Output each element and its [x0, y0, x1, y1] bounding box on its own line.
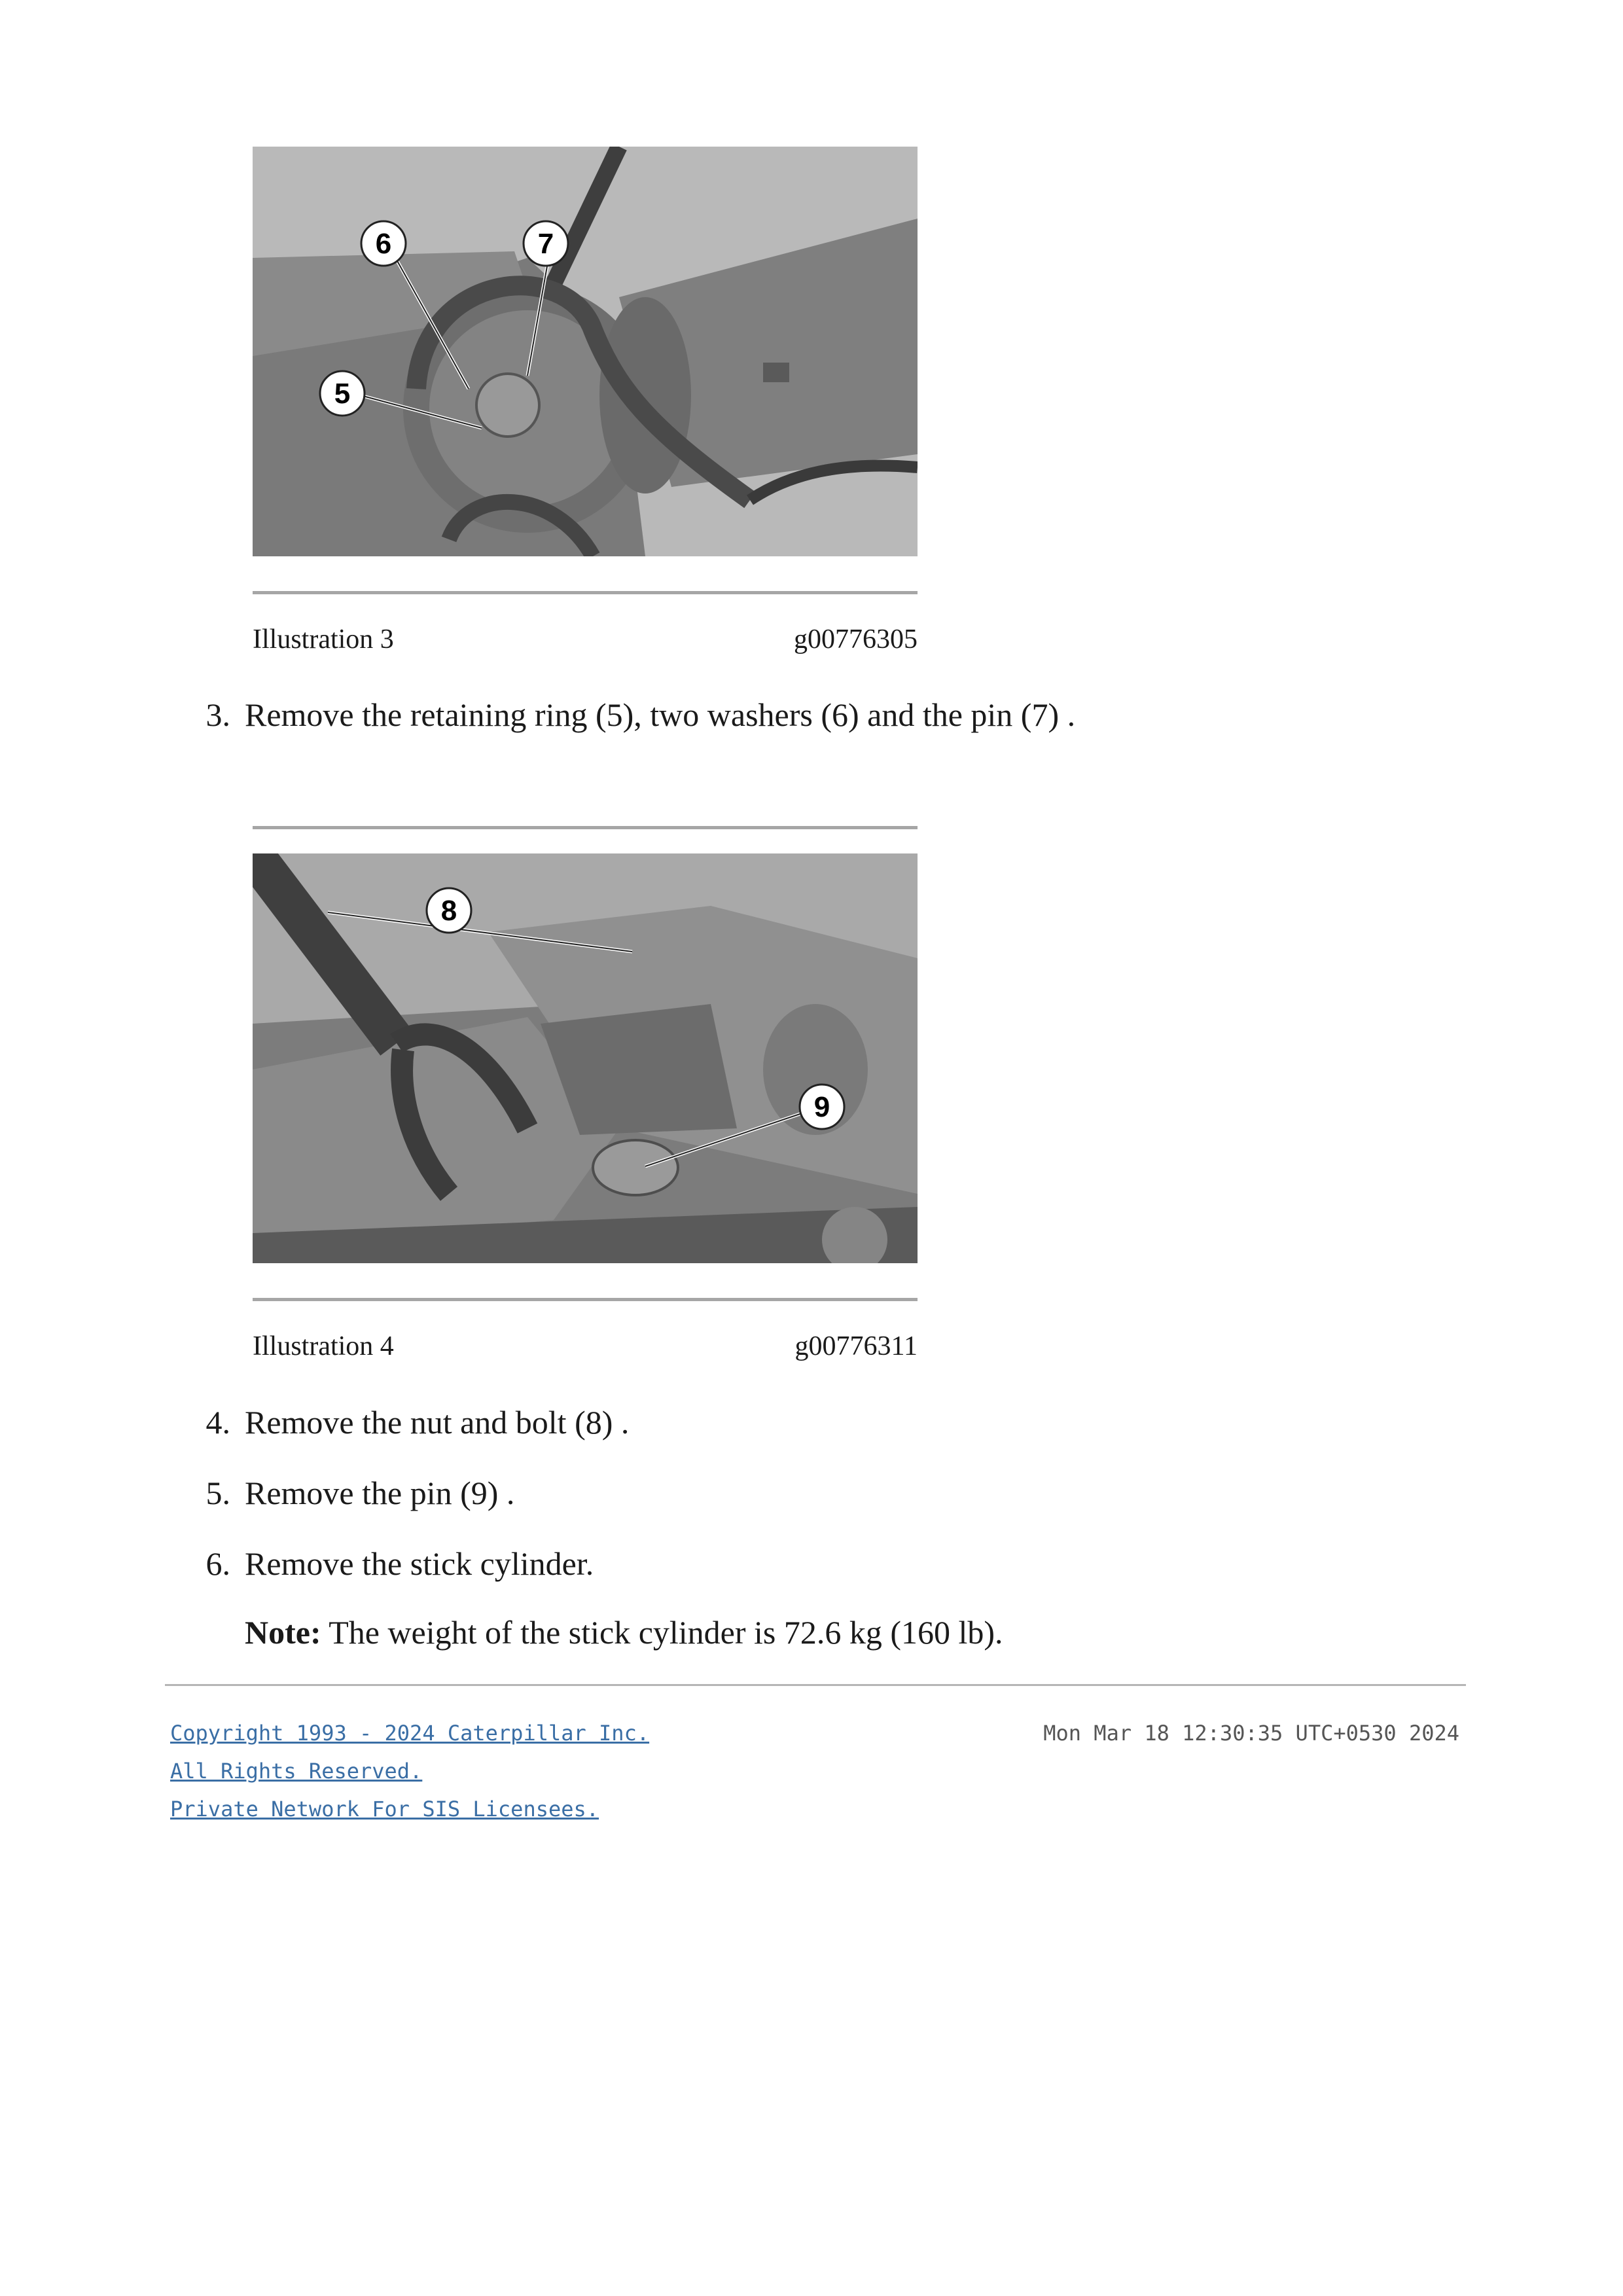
- illustration-3-caption: Illustration 3: [253, 624, 394, 655]
- callout-6: [361, 221, 406, 266]
- svg-text:9: 9: [813, 1091, 830, 1123]
- illustration-3-photo: [253, 147, 918, 556]
- svg-text:7: 7: [537, 228, 554, 260]
- illustration-4-rule: [253, 1298, 918, 1301]
- illustration-3-code: g00776305: [794, 624, 918, 655]
- private-network-link[interactable]: Private Network For SIS Licensees.: [170, 1797, 599, 1821]
- svg-text:8: 8: [440, 895, 457, 927]
- illustration-4-photo: [253, 853, 918, 1263]
- illustration-4-code: g00776311: [794, 1331, 918, 1361]
- step-text: Remove the pin (9) .: [245, 1475, 515, 1511]
- step-number: 5.: [205, 1475, 230, 1511]
- rights-link[interactable]: All Rights Reserved.: [170, 1759, 423, 1784]
- step-number: 6.: [205, 1545, 230, 1582]
- svg-text:5: 5: [334, 378, 351, 410]
- copyright-link[interactable]: Copyright 1993 - 2024 Caterpillar Inc.: [170, 1721, 650, 1746]
- illustration-3-rule: [253, 591, 918, 594]
- step-number: 4.: [205, 1404, 230, 1441]
- callout-9: [800, 1085, 844, 1129]
- illustration-4-top-rule: [253, 826, 918, 829]
- svg-text:6: 6: [375, 228, 392, 260]
- footer-divider: [165, 1684, 1466, 1686]
- callout-8: [427, 888, 471, 933]
- illustration-4-caption: Illustration 4: [253, 1331, 394, 1361]
- callout-5: [320, 371, 365, 416]
- note-text: The weight of the stick cylinder is 72.6 kg (160 lb).: [321, 1614, 1003, 1651]
- callout-7: [524, 221, 568, 266]
- step-text: Remove the nut and bolt (8) .: [245, 1404, 630, 1441]
- note-label: Note:: [245, 1614, 321, 1651]
- weight-note: [245, 1613, 1003, 1652]
- step-number: 3.: [205, 696, 230, 733]
- step-text: Remove the retaining ring (5), two washers (6) and the pin (7) .: [245, 696, 1076, 733]
- footer-timestamp: Mon Mar 18 12:30:35 UTC+0530 2024: [1043, 1721, 1459, 1746]
- step-text: Remove the stick cylinder.: [245, 1545, 594, 1582]
- footer-links: [170, 1720, 649, 1822]
